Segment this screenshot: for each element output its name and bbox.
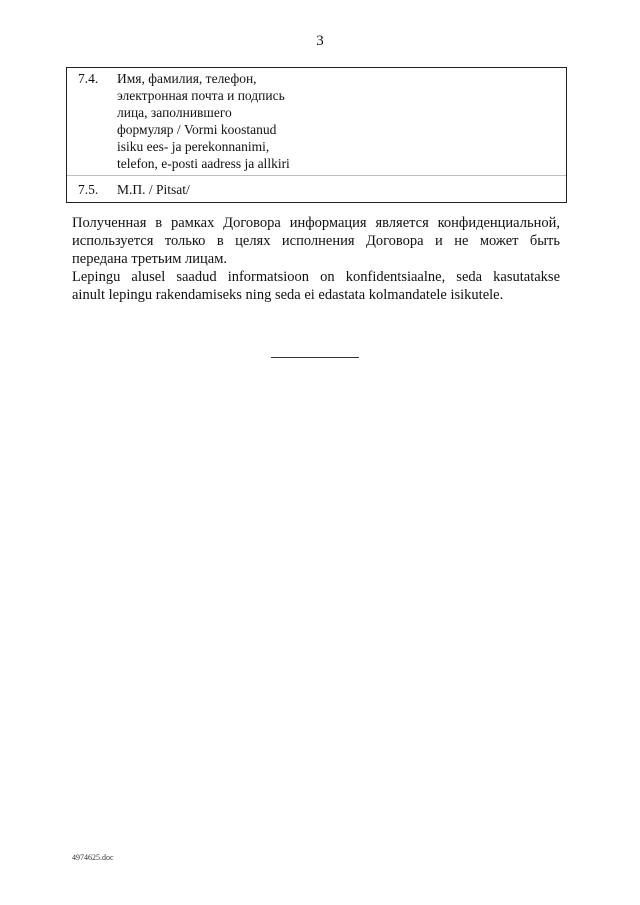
paragraph-line: используется только в целях исполнения Договора и не может быть — [72, 233, 560, 249]
row-label — [117, 70, 347, 172]
form-table — [66, 67, 567, 203]
row-label-line: Имя, фамилия, телефон, — [117, 71, 257, 86]
row-label — [117, 181, 347, 198]
confidentiality-notice — [72, 214, 560, 304]
row-label-line: isiku ees- ja perekonnanimi, — [117, 139, 270, 154]
row-label-line: telefon, e-posti aadress ja allkiri — [117, 156, 290, 171]
row-label-line: формуляр / Vormi koostanud — [117, 122, 277, 137]
end-separator-line — [271, 357, 359, 358]
row-number: 7.4. — [78, 71, 99, 86]
row-label-line: М.П. / Pitsat/ — [117, 182, 190, 197]
paragraph-line: Lepingu alusel saadud informatsioon on konfidentsiaalne, seda kasutatakse — [72, 269, 560, 285]
confidentiality-estonian — [72, 268, 560, 304]
paragraph-line: ainult lepingu rakendamiseks ning seda ei edastata kolmandatele isikutele. — [72, 287, 504, 303]
paragraph-line: передана третьим лицам. — [72, 251, 228, 267]
row-number: 7.5. — [78, 182, 99, 197]
row-label-line: электронная почта и подпись — [117, 88, 285, 103]
page-number: 3 — [316, 33, 324, 49]
footer-filename: 4974625.doc — [72, 853, 114, 862]
paragraph-line: Полученная в рамках Договора информация является конфиденциальной, — [72, 215, 560, 231]
row-label-line: лица, заполнившего — [117, 105, 232, 120]
row-divider — [67, 175, 566, 176]
confidentiality-russian — [72, 214, 560, 268]
